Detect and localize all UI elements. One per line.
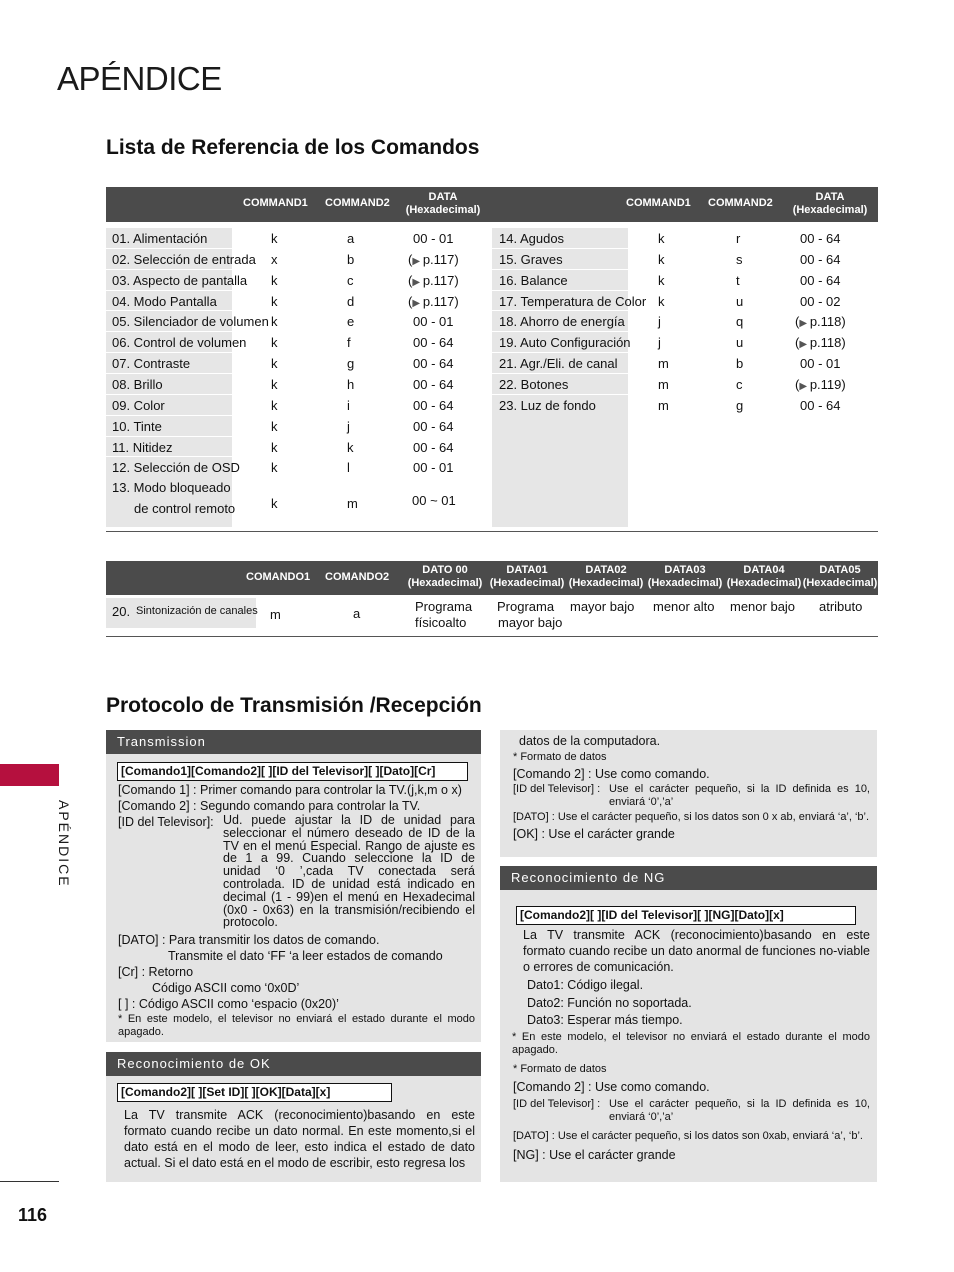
right-data: (▶ p.118): [795, 335, 846, 351]
left-command1: k: [271, 397, 278, 413]
row-separator: [492, 310, 628, 311]
ok-cont-id-text: Use el carácter pequeño, si la ID definida es 10, enviará ‘0’,’a’: [609, 783, 870, 808]
left-command1: k: [271, 356, 278, 372]
right-data: 00 - 64: [800, 231, 841, 246]
left-command2: j: [347, 418, 350, 434]
ng-text: La TV transmite ACK (reconocimiento)basando en este formato cuando recibe un dato anormal de funciones no-viable o errores de comunicación.: [523, 928, 870, 974]
table2-data02: mayor bajo: [570, 599, 635, 614]
ok-cont-id-label: [ID del Televisor] :: [513, 783, 601, 795]
table2-data01-b: mayor bajo: [498, 615, 563, 630]
row-separator: [106, 373, 232, 374]
row-separator: [106, 436, 232, 437]
left-data: 00 - 64: [413, 356, 454, 372]
row-separator: [106, 248, 232, 249]
page-ref-arrow-icon: ▶: [799, 339, 810, 351]
left-name: 11. Nitidez: [112, 439, 173, 455]
row13-data: 00 ~ 01: [412, 493, 456, 508]
left-command1: x: [271, 251, 278, 267]
table2-row-name: Sintonización de canales: [136, 605, 258, 617]
row-separator: [106, 227, 232, 228]
row13-command2: m: [347, 496, 358, 511]
header-command1-right: COMMAND1: [626, 197, 691, 209]
left-data: (▶ p.117): [408, 251, 459, 267]
row-separator: [106, 269, 232, 270]
header-comando1: COMANDO1: [246, 571, 311, 583]
ng-dato1: Dato1: Código ilegal.: [527, 978, 644, 992]
header-command2-right: COMMAND2: [708, 197, 773, 209]
left-command1: k: [271, 460, 278, 476]
page-rule: [0, 1181, 59, 1182]
tx-space: [ ] : Código ASCII como ‘espacio (0x20)’: [118, 997, 339, 1011]
right-command2: q: [736, 314, 744, 330]
row-separator: [106, 352, 232, 353]
left-command1: k: [271, 439, 278, 455]
left-name: 05. Silenciador de volumen: [112, 314, 269, 330]
left-command1: k: [271, 272, 278, 288]
right-data: 00 - 02: [800, 293, 841, 309]
table2-data01-a: Programa: [497, 599, 555, 614]
right-name: 23. Luz de fondo: [499, 397, 596, 413]
row-separator: [106, 290, 232, 291]
row-separator: [106, 331, 232, 332]
left-command1: k: [271, 376, 278, 392]
page-number: 116: [18, 1205, 48, 1225]
left-data: (▶ p.117): [408, 293, 459, 309]
left-command2: g: [347, 356, 355, 372]
transmission-format: [Comando1][Comando2][ ][ID del Televisor][ ][Dato][Cr]: [117, 762, 468, 781]
header-data02: DATA02 (Hexadecimal): [568, 564, 644, 589]
table2-command2: a: [353, 606, 361, 621]
right-name: 14. Agudos: [499, 231, 565, 246]
left-command1: k: [271, 335, 278, 351]
right-command2: c: [736, 376, 743, 392]
table2-bottom-rule: [106, 636, 878, 637]
row13-name-a: 13. Modo bloqueado: [112, 480, 231, 495]
left-command2: d: [347, 293, 355, 309]
row13-name-b: de control remoto: [134, 501, 236, 516]
left-command2: k: [347, 439, 354, 455]
left-command1: k: [271, 231, 278, 246]
right-name: 21. Agr./Eli. de canal: [499, 356, 618, 372]
left-data: 00 - 64: [413, 397, 454, 413]
left-command2: h: [347, 376, 355, 392]
ok-cont-command2: [Comando 2] : Use como comando.: [513, 767, 710, 781]
table2-data04: menor bajo: [730, 599, 796, 614]
ng-dato3: Dato3: Esperar más tiempo.: [527, 1013, 683, 1027]
right-command1: k: [658, 272, 665, 288]
row-separator: [492, 269, 628, 270]
left-command2: f: [347, 335, 351, 351]
right-name: 18. Ahorro de energía: [499, 314, 625, 330]
right-data: (▶ p.119): [795, 376, 846, 392]
ok-bar: Reconocimiento de OK: [106, 1052, 481, 1076]
right-command1: k: [658, 231, 665, 246]
left-name: 12. Selección de OSD: [112, 460, 240, 476]
right-command2: g: [736, 397, 744, 413]
right-command1: j: [658, 335, 661, 351]
left-data: 00 - 64: [413, 376, 454, 392]
ok-cont-line1: datos de la computadora.: [519, 734, 661, 748]
ng-bar: Reconocimiento de NG: [500, 866, 877, 890]
row-separator: [106, 415, 232, 416]
right-command2: u: [736, 335, 744, 351]
tx-dato: [DATO] : Para transmitir los datos de comando.: [118, 933, 380, 947]
left-data: 00 - 64: [413, 439, 454, 455]
ng-command2: [Comando 2] : Use como comando.: [513, 1080, 710, 1094]
row-separator: [492, 248, 628, 249]
table2-dato00-b: físicoalto: [415, 615, 467, 630]
row-separator: [492, 290, 628, 291]
tx-cr-detail: Código ASCII como ‘0x0D’: [152, 981, 300, 995]
row-separator: [106, 310, 232, 311]
left-command1: k: [271, 418, 278, 434]
row-separator: [106, 456, 232, 457]
row-separator: [492, 331, 628, 332]
ng-format: [Comando2][ ][ID del Televisor][ ][NG][Dato][x]: [516, 906, 856, 925]
left-name: 02. Selección de entrada: [112, 251, 256, 267]
right-name: 22. Botones: [499, 376, 569, 392]
table2-dato00-a: Programa: [415, 599, 473, 614]
left-command2: b: [347, 251, 355, 267]
tx-cr: [Cr] : Retorno: [118, 965, 194, 979]
left-data: 00 - 01: [413, 314, 454, 330]
right-name: 15. Graves: [499, 251, 563, 267]
page-ref-arrow-icon: ▶: [799, 318, 810, 330]
ng-dato2: Dato2: Función no soportada.: [527, 996, 692, 1010]
left-command2: i: [347, 397, 350, 413]
row-separator: [492, 373, 628, 374]
header-data-right: DATA (Hexadecimal): [792, 191, 868, 216]
left-command1: k: [271, 293, 278, 309]
tx-id-label: [ID del Televisor]:: [118, 815, 214, 829]
left-command2: c: [347, 272, 354, 288]
tx-dato-detail: Transmite el dato ‘FF ‘a leer estados de comando: [168, 949, 443, 963]
left-name: 01. Alimentación: [112, 231, 208, 246]
right-data: 00 - 64: [800, 251, 841, 267]
right-name: 17. Temperatura de Color: [499, 293, 647, 309]
page-ref-arrow-icon: ▶: [799, 380, 810, 392]
row-separator: [106, 394, 232, 395]
ng-id-text: Use el carácter pequeño, si la ID definida es 10, enviará ‘0’,’a’: [609, 1098, 870, 1123]
left-command2: l: [347, 460, 350, 476]
right-command2: b: [736, 356, 744, 372]
ng-note: * En este modelo, el televisor no enviará el estado durante el modo apagado.: [512, 1031, 870, 1056]
ok-text: La TV transmite ACK (reconocimiento)basando en este formato cuando recibe un dato normal. En este momento,si el dato está en el modo de leer, esto indica el estado de dato actual. Si el dato está en el modo de escribir, esto regresa los: [124, 1108, 475, 1170]
ok-cont-format: * Formato de datos: [513, 751, 607, 763]
ng-format-label: * Formato de datos: [513, 1063, 607, 1075]
header-dato00: DATO 00 (Hexadecimal): [407, 564, 483, 589]
ng-ng: [NG] : Use el carácter grande: [513, 1148, 676, 1162]
left-command2: e: [347, 314, 355, 330]
left-data: 00 - 64: [413, 418, 454, 434]
header-data03: DATA03 (Hexadecimal): [647, 564, 723, 589]
row-separator: [492, 352, 628, 353]
header-command2: COMMAND2: [325, 197, 390, 209]
tx-id-text: Ud. puede ajustar la ID de unidad para seleccionar el número deseado de ID de la TV en el menú Especial. Rango de ajuste es de 1 a 99. Cuando seleccione la ID de unidad ‘0 ’,cada TV conectada será controlada. ID de unidad está indicado en decimal (1 - 99)en el menú en Hexadecimal (0x0 - 0x63) en la transmisión/recibiendo el protocolo.: [223, 813, 475, 930]
ng-dato: [DATO] : Use el carácter pequeño, si los datos son 0xab, enviará ‘a’, ‘b’.: [513, 1130, 863, 1142]
page-ref-arrow-icon: ▶: [412, 297, 423, 309]
table-bottom-rule: [106, 531, 878, 532]
right-command2: r: [736, 231, 741, 246]
right-command2: t: [736, 272, 740, 288]
left-command2: a: [347, 231, 355, 246]
left-name: 04. Modo Pantalla: [112, 293, 217, 309]
right-data: 00 - 01: [800, 356, 841, 372]
row13-command1: k: [271, 496, 278, 511]
left-data: (▶ p.117): [408, 272, 459, 288]
right-command1: m: [658, 356, 669, 372]
header-data05: DATA05 (Hexadecimal): [802, 564, 878, 589]
table2-data05: atributo: [819, 599, 863, 614]
right-name: 16. Balance: [499, 272, 568, 288]
right-data: 00 - 64: [800, 272, 841, 288]
right-command1: k: [658, 293, 665, 309]
right-command1: m: [658, 376, 669, 392]
right-command1: j: [658, 314, 661, 330]
left-name: 08. Brillo: [112, 376, 163, 392]
transmission-bar: Transmission: [106, 730, 481, 754]
left-name: 03. Aspecto de pantalla: [112, 272, 248, 288]
row-separator: [492, 394, 628, 395]
left-name: 09. Color: [112, 397, 165, 413]
left-data: 00 - 01: [413, 231, 454, 246]
left-name: 06. Control de volumen: [112, 335, 247, 351]
section-title-protocol: Protocolo de Transmisión /Recepción: [106, 694, 482, 717]
row-separator: [492, 227, 628, 228]
table2-command1: m: [270, 607, 281, 622]
left-data: 00 - 01: [413, 460, 454, 476]
header-data04: DATA04 (Hexadecimal): [726, 564, 802, 589]
table2-data03: menor alto: [653, 599, 715, 614]
section-title-commands: Lista de Referencia de los Comandos: [106, 136, 480, 159]
table2-row-number: 20.: [112, 604, 131, 619]
tx-command2: [Comando 2] : Segundo comando para controlar la TV.: [118, 799, 421, 813]
ok-cont-ok: [OK] : Use el carácter grande: [513, 827, 675, 841]
side-label: APÉNDICE: [56, 800, 72, 888]
table-header: [106, 187, 878, 222]
right-command2: s: [736, 251, 743, 267]
page-title: APÉNDICE: [57, 60, 222, 97]
left-command1: k: [271, 314, 278, 330]
right-command1: m: [658, 397, 669, 413]
header-data01: DATA01 (Hexadecimal): [489, 564, 565, 589]
header-data: DATA (Hexadecimal): [405, 191, 481, 216]
right-name: 19. Auto Configuración: [499, 335, 631, 351]
header-comando2: COMANDO2: [325, 571, 390, 583]
tx-note: * En este modelo, el televisor no enviará el estado durante el modo apagado.: [118, 1013, 475, 1038]
ng-id-label: [ID del Televisor] :: [513, 1098, 601, 1110]
right-command2: u: [736, 293, 744, 309]
right-data: (▶ p.118): [795, 314, 846, 330]
right-command1: k: [658, 251, 665, 267]
tx-command1: [Comando 1] : Primer comando para controlar la TV.(j,k,m o x): [118, 783, 462, 797]
right-data: 00 - 64: [800, 397, 841, 413]
table2-header: [106, 561, 878, 595]
side-tab: [0, 764, 59, 786]
header-command1: COMMAND1: [243, 197, 308, 209]
left-data: 00 - 64: [413, 335, 454, 351]
left-name: 07. Contraste: [112, 356, 191, 372]
ok-format: [Comando2][ ][Set ID][ ][OK][Data][x]: [117, 1083, 392, 1102]
page-ref-arrow-icon: ▶: [412, 276, 423, 288]
ok-cont-dato: [DATO] : Use el carácter pequeño, si los datos son 0 x ab, enviará ‘a’, ‘b’.: [513, 811, 870, 823]
page-ref-arrow-icon: ▶: [412, 255, 423, 267]
left-name: 10. Tinte: [112, 418, 162, 434]
